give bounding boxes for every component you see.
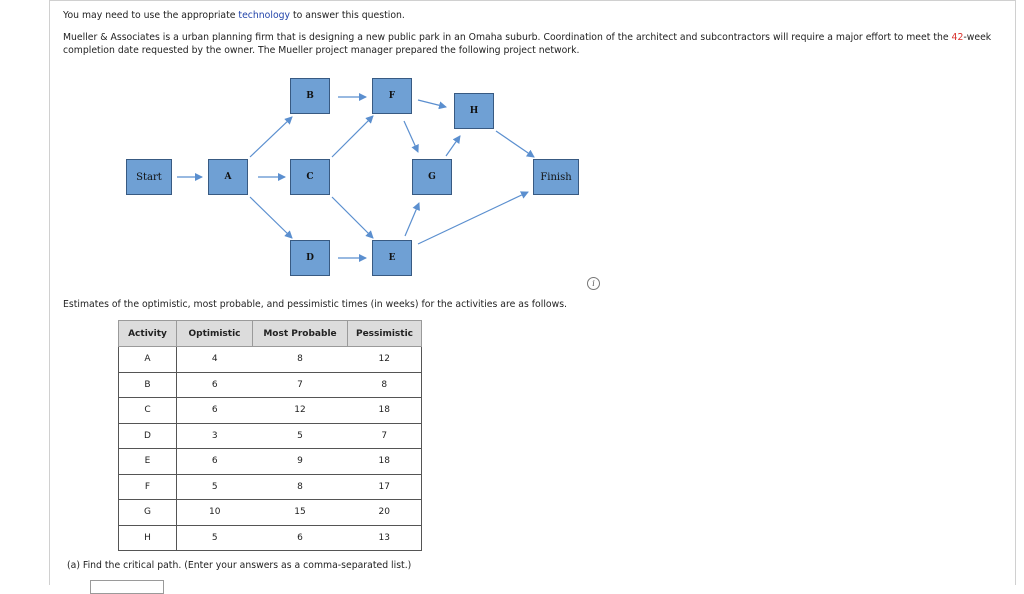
estimates-table [118, 320, 422, 551]
cell: 6 [177, 449, 253, 475]
cell: D [119, 423, 177, 449]
node-a: A [208, 159, 248, 195]
cell: 12 [348, 347, 422, 373]
node-f: F [372, 78, 412, 114]
header-optimistic: Optimistic [177, 321, 253, 347]
arrow-e-g [405, 203, 419, 236]
table-row [119, 372, 422, 398]
table-row [119, 525, 422, 551]
table-row [119, 398, 422, 424]
header-activity: Activity [119, 321, 177, 347]
cell: 5 [177, 525, 253, 551]
cell: 15 [253, 500, 348, 526]
node-finish: Finish [533, 159, 579, 195]
table-row [119, 347, 422, 373]
cell: F [119, 474, 177, 500]
arrow-c-e [332, 197, 373, 238]
cell: C [119, 398, 177, 424]
info-icon[interactable]: i [587, 277, 600, 290]
critical-path-input[interactable] [90, 580, 164, 594]
header-pessimistic: Pessimistic [348, 321, 422, 347]
arrow-g-h [446, 136, 460, 156]
question-a: (a) Find the critical path. (Enter your answers as a comma-separated list.) [67, 560, 412, 571]
arrow-h-finish [496, 131, 534, 157]
arrow-a-d [250, 197, 292, 238]
table-row [119, 449, 422, 475]
cell: 12 [253, 398, 348, 424]
cell: 3 [177, 423, 253, 449]
node-b: B [290, 78, 330, 114]
cell: 6 [177, 372, 253, 398]
cell: 7 [348, 423, 422, 449]
technology-link[interactable]: technology [238, 10, 291, 21]
cell: E [119, 449, 177, 475]
weeks-value: 42 [951, 32, 964, 43]
cell: 8 [253, 474, 348, 500]
cell: 9 [253, 449, 348, 475]
estimates-text: Estimates of the optimistic, most probable, and pessimistic times (in weeks) for the activities are as follows. [63, 299, 568, 310]
node-e: E [372, 240, 412, 276]
cell: 18 [348, 398, 422, 424]
arrow-f-g [404, 121, 418, 152]
node-h: H [454, 93, 494, 129]
cell: 7 [253, 372, 348, 398]
technology-note: You may need to use the appropriate technology to answer this question. [63, 10, 405, 21]
cell: 8 [253, 347, 348, 373]
cell: 8 [348, 372, 422, 398]
node-start: Start [126, 159, 172, 195]
cell: 17 [348, 474, 422, 500]
cell: A [119, 347, 177, 373]
cell: 13 [348, 525, 422, 551]
cell: 5 [253, 423, 348, 449]
node-g: G [412, 159, 452, 195]
cell: 10 [177, 500, 253, 526]
arrow-a-b [250, 117, 292, 157]
cell: 5 [177, 474, 253, 500]
table-row [119, 474, 422, 500]
cell: 6 [177, 398, 253, 424]
cell: 20 [348, 500, 422, 526]
cell: 18 [348, 449, 422, 475]
table-header-row [119, 321, 422, 347]
problem-statement: Mueller & Associates is a urban planning firm that is designing a new public park in an Omaha suburb. Coordination of the architect and subcontractors will require a major effort to meet the 42-week completion date requested by the owner. The Mueller project manager prepared the following project network. [63, 32, 992, 56]
node-d: D [290, 240, 330, 276]
node-c: C [290, 159, 330, 195]
header-most-probable: Most Probable [253, 321, 348, 347]
cell: G [119, 500, 177, 526]
cell: 4 [177, 347, 253, 373]
arrow-e-finish [418, 192, 528, 244]
cell: H [119, 525, 177, 551]
arrow-f-h [418, 100, 446, 107]
arrow-c-f [332, 116, 373, 157]
table-row [119, 423, 422, 449]
cell: B [119, 372, 177, 398]
cell: 6 [253, 525, 348, 551]
table-row [119, 500, 422, 526]
